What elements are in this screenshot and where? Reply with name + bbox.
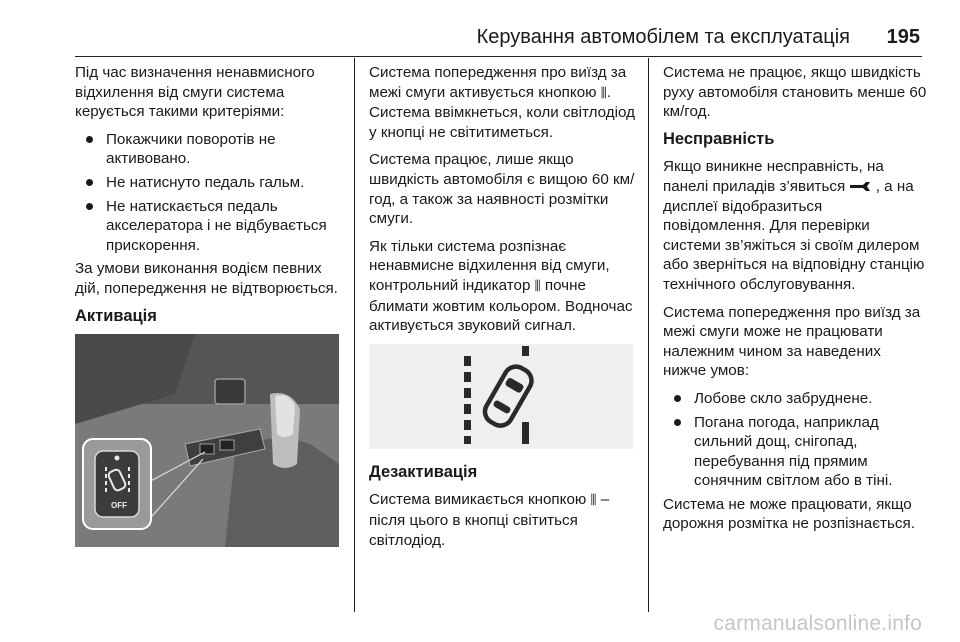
page-header: [0, 0, 960, 58]
page-number: 195: [886, 26, 920, 48]
section-heading-malfunction: Несправність: [663, 129, 775, 148]
list-item: Не натиснуто педаль гальм.: [75, 173, 345, 193]
lane-departure-icon: [369, 344, 633, 449]
paragraph: Система працює, лише якщо швидкість автомобіля є вищою 60 км/год, а також за наявності розмітки смуги.: [369, 151, 635, 228]
service-wrench-icon: [849, 178, 875, 195]
off-label: OFF: [111, 501, 127, 511]
paragraph: Під час визначення ненавмисного відхилення від смуги система керується такими критеріями:: [75, 64, 315, 121]
criteria-list: [75, 130, 345, 256]
list-item: Погана погода, наприклад сильний дощ, снігопад, перебування під прямим сонячним світлом або в тіні.: [663, 413, 928, 491]
paragraph: Система не працює, якщо швидкість руху автомобіля становить менше 60 км/год.: [663, 64, 927, 121]
lane-departure-icon: ⫼: [590, 493, 597, 509]
chapter-title: Керування автомобілем та експлуатація: [476, 26, 850, 48]
lane-departure-figure: [369, 344, 633, 449]
paragraph: Система вимикається кнопкою ⫼ – після цього в кнопці світиться світлодіод.: [369, 491, 610, 549]
column-divider: [648, 58, 649, 612]
section-heading-activation: Активація: [75, 306, 157, 325]
conditions-list: [663, 389, 928, 491]
column-1: [75, 63, 345, 547]
paragraph: Система попередження про виїзд за межі смуги може не працювати належним чином за наведених нижче умов:: [663, 303, 921, 380]
paragraph: Система не може працювати, якщо дорожня розмітка не розпізнається.: [663, 495, 915, 533]
paragraph: За умови виконання водієм певних дій, попередження не відтворюється.: [75, 260, 338, 297]
button-location-photo: [75, 334, 339, 547]
paragraph: Система попередження про виїзд за межі смуги активується кнопкою ⫼. Система ввімкнеться, коли світлодіод у кнопці не світитиметься.: [369, 64, 635, 141]
column-2: [369, 63, 639, 558]
lane-departure-icon: ⫼: [600, 85, 607, 101]
lane-indicator-icon: ⫼: [534, 278, 541, 294]
paragraph: Якщо виникне несправність, на панелі приладів з’явиться , а на дисплеї відобразиться повідомлення. Для перевірки системи зв’яжіться зі своїм дилером або зверніться на відповідну станцію технічного обслуговування.: [663, 158, 925, 293]
paragraph: Як тільки система розпізнає ненавмисне відхилення від смуги, контрольний індикатор ⫼ почне блимати жовтим кольором. Водночас активується звуковий сигнал.: [369, 237, 633, 335]
header-rule: [75, 56, 922, 57]
column-3: [663, 63, 928, 542]
list-item: Лобове скло забруднене.: [663, 389, 928, 409]
watermark: carmanualsonline.info: [713, 612, 922, 635]
section-heading-deactivation: Дезактивація: [369, 462, 478, 481]
column-divider: [354, 58, 355, 612]
list-item: Покажчики поворотів не активовано.: [75, 130, 345, 169]
list-item: Не натискається педаль акселератора і не відбувається прискорення.: [75, 197, 345, 256]
